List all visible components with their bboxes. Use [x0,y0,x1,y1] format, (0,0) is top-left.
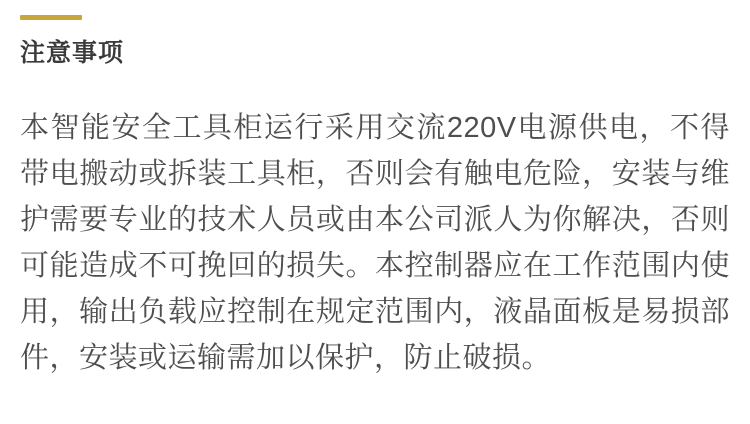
page-title: 注意事项 [20,39,125,67]
notice-paragraph: 本智能安全工具柜运行采用交流220V电源供电，不得带电搬动或拆装工具柜，否则会有触电危险，安装与维护需要专业的技术人员或由本公司派人为你解决，否则可能造成不可挽回的损失。本控制器应在工作范围内使用，输出负载应控制在规定范围内，液晶面板是易损部件，安装或运输需加以保护，防止破损。 [20,112,730,374]
accent-bar [20,15,82,20]
